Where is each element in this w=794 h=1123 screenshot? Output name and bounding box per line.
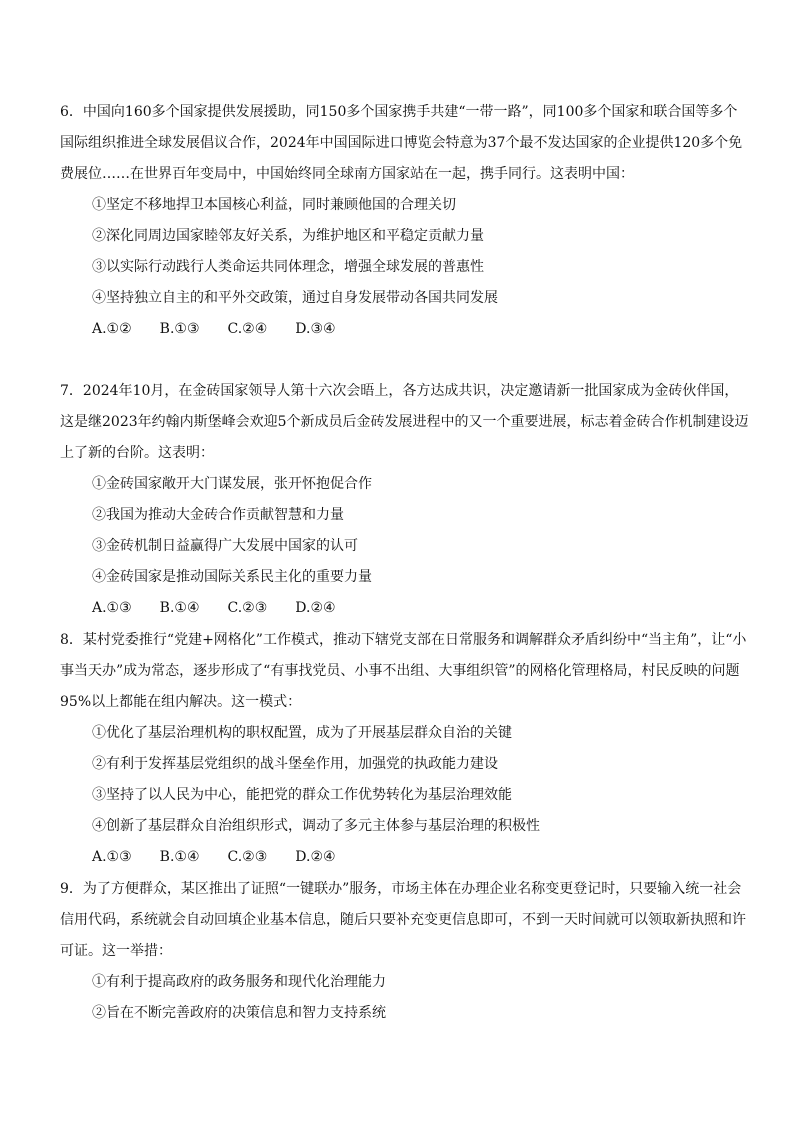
- question-6: [60, 97, 750, 345]
- option-4: ④坚持独立自主的和平外交政策，通过自身发展带动各国共同发展: [92, 290, 498, 306]
- answer-choices: [60, 314, 750, 345]
- question-number: 9．: [60, 881, 83, 897]
- answer-choices: [60, 593, 750, 624]
- choice-b: B.①④: [159, 849, 200, 865]
- question-stem: [60, 874, 750, 967]
- question-number: 8．: [60, 632, 83, 648]
- choice-a: A.①③: [92, 849, 132, 865]
- option-1: ①优化了基层治理机构的职权配置，成为了开展基层群众自治的关键: [92, 725, 512, 741]
- choice-a: A.①③: [92, 600, 132, 616]
- option-2: ②有利于发挥基层党组织的战斗堡垒作用，加强党的执政能力建设: [92, 756, 498, 772]
- choice-a: A.①②: [92, 321, 132, 337]
- choice-b: B.①④: [159, 600, 200, 616]
- question-number: 6．: [60, 104, 83, 120]
- choice-d: D.③④: [295, 321, 336, 337]
- option-1: ①有利于提高政府的政务服务和现代化治理能力: [92, 974, 386, 990]
- question-stem: [60, 97, 750, 190]
- option-2: ②我国为推动大金砖合作贡献智慧和力量: [92, 507, 344, 523]
- question-stem: [60, 376, 750, 469]
- option-1: ①金砖国家敞开大门谋发展，张开怀抱促合作: [92, 476, 372, 492]
- question-text: 某村党委推行“党建+网格化”工作模式，推动下辖党支部在日常服务和调解群众矛盾纠纷中“当主角”，让“小事当天办”成为常态，逐步形成了“有事找党员、小事不出组、大事组织管”的网格化管理格局，村民反映的问题95%以上都能在组内解决。这一模式：: [60, 632, 747, 710]
- option-3: ③金砖机制日益赢得广大发展中国家的认可: [92, 538, 358, 554]
- question-9: [60, 874, 750, 1029]
- question-number: 7．: [60, 383, 83, 399]
- choice-b: B.①③: [159, 321, 200, 337]
- choice-d: D.②④: [295, 849, 336, 865]
- option-4: ④创新了基层群众自治组织形式，调动了多元主体参与基层治理的积极性: [92, 818, 540, 834]
- question-7: [60, 376, 750, 624]
- choice-d: D.②④: [295, 600, 336, 616]
- question-8: [60, 625, 750, 873]
- option-1: ①坚定不移地捍卫本国核心利益，同时兼顾他国的合理关切: [92, 197, 456, 213]
- choice-c: C.②③: [227, 849, 268, 865]
- answer-choices: [60, 842, 750, 873]
- option-2: ②深化同周边国家睦邻友好关系，为维护地区和平稳定贡献力量: [92, 228, 484, 244]
- question-text: 为了方便群众，某区推出了证照“一键联办”服务，市场主体在办理企业名称变更登记时，只要输入统一社会信用代码，系统就会自动回填企业基本信息，随后只要补充变更信息即可，不到一天时间就可以领取新执照和许可证。这一举措：: [60, 881, 746, 959]
- option-3: ③坚持了以人民为中心，能把党的群众工作优势转化为基层治理效能: [92, 787, 512, 803]
- question-text: 2024年10月，在金砖国家领导人第十六次会晤上，各方达成共识，决定邀请新一批国家成为金砖伙伴国，这是继2023年约翰内斯堡峰会欢迎5个新成员后金砖发展进程中的又一个重要进展，标志着金砖合作机制建设迈上了新的台阶。这表明：: [60, 383, 749, 461]
- question-text: 中国向160多个国家提供发展援助，同150多个国家携手共建“一带一路”，同100多个国家和联合国等多个国际组织推进全球发展倡议合作，2024年中国国际进口博览会特意为37个最不发达国家的企业提供120多个免费展位……在世界百年变局中，中国始终同全球南方国家站在一起，携手同行。这表明中国：: [60, 104, 743, 182]
- question-stem: [60, 625, 750, 718]
- choice-c: C.②④: [227, 321, 268, 337]
- option-4: ④金砖国家是推动国际关系民主化的重要力量: [92, 569, 372, 585]
- choice-c: C.②③: [227, 600, 268, 616]
- option-2: ②旨在不断完善政府的决策信息和智力支持系统: [92, 1005, 386, 1021]
- option-3: ③以实际行动践行人类命运共同体理念，增强全球发展的普惠性: [92, 259, 484, 275]
